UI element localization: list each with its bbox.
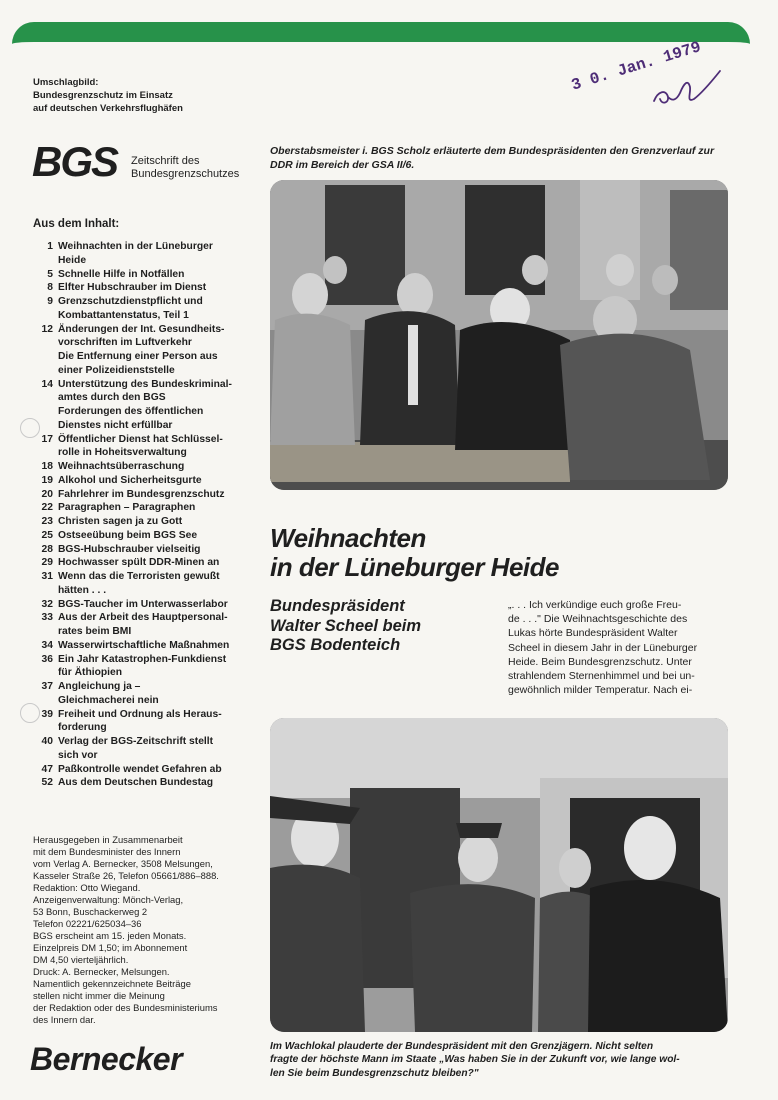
toc-page-number: 8 <box>47 282 53 294</box>
body-line: „. . . Ich verkündige euch große Freu- <box>508 599 682 611</box>
toc-page-number: 1 <box>47 241 53 252</box>
toc-page-number: 31 <box>41 571 53 582</box>
subhead-line: Bundespräsident <box>270 597 405 615</box>
toc-page-number: 36 <box>41 653 53 665</box>
toc-item-title: Paßkontrolle wendet Gefahren ab <box>58 763 222 775</box>
toc-page-number: 33 <box>41 612 53 624</box>
imprint-line: Namentlich gekennzeichnete Beiträge <box>33 978 191 989</box>
toc-page-number: 9 <box>47 296 53 307</box>
magazine-subtitle <box>131 155 239 181</box>
article-subhead <box>270 597 495 656</box>
received-stamp <box>569 38 722 115</box>
toc-item-title: Weihnachtsüberraschung <box>58 461 185 472</box>
toc-item-title: Änderungen der Int. Gesundheits- vorschriften im Luftverkehr Die Entfernung einer Person aus einer Polizeidienststelle <box>58 323 225 376</box>
imprint-line: des Innern dar. <box>33 1014 96 1025</box>
body-line: Lukas hörte Bundespräsident Walter <box>508 627 678 640</box>
toc-item <box>33 598 258 612</box>
caption-line: len Sie beim Bundesgrenzschutz bleiben?" <box>270 1067 479 1079</box>
toc-item <box>33 295 258 323</box>
toc-page-number: 37 <box>41 681 53 692</box>
subhead-line: BGS Bodenteich <box>270 636 401 654</box>
toc-item <box>33 639 258 653</box>
toc-page-number: 40 <box>41 736 53 747</box>
toc-item <box>33 708 258 736</box>
imprint-line: stellen nicht immer die Meinung <box>33 990 165 1001</box>
imprint <box>33 834 263 1026</box>
toc-item-title: Wenn das die Terroristen gewußt hätten . . . <box>58 571 220 596</box>
toc-page-number: 39 <box>41 708 53 720</box>
imprint-line: der Redaktion oder des Bundesministeriums <box>33 1002 218 1013</box>
toc-item-title: Verlag der BGS-Zeitschrift stellt sich vor <box>58 736 214 761</box>
toc-item-title: Aus der Arbeit des Hauptpersonal- rates beim BMI <box>58 612 228 637</box>
toc-item <box>33 240 258 268</box>
toc-item <box>33 556 258 570</box>
toc-item-title: BGS-Hubschrauber vielseitig <box>58 543 201 555</box>
toc-page-number: 5 <box>47 268 53 280</box>
toc-item <box>33 763 258 777</box>
toc-title: Aus dem Inhalt: <box>33 218 120 230</box>
toc-item-title: Weihnachten in der Lüneburger Heide <box>58 241 213 266</box>
toc-page-number: 14 <box>41 378 53 390</box>
imprint-line: vom Verlag A. Bernecker, 3508 Melsungen, <box>33 858 213 869</box>
handwritten-initials-icon <box>650 57 722 113</box>
imprint-line: 53 Bonn, Buschackerweg 2 <box>33 906 148 917</box>
imprint-line: DM 4,50 vierteljährlich. <box>33 954 129 965</box>
toc-page-number: 18 <box>41 461 53 472</box>
body-line: de . . ." Die Weihnachtsgeschichte des <box>508 613 688 626</box>
imprint-line: Redaktion: Otto Wiegand. <box>33 882 141 893</box>
toc-page-number: 29 <box>41 557 53 569</box>
photo-caption-bottom <box>270 1040 750 1080</box>
toc-item <box>33 281 258 295</box>
toc-item-title: Aus dem Deutschen Bundestag <box>58 777 214 789</box>
toc-page-number: 23 <box>41 516 53 527</box>
toc-item <box>33 653 258 681</box>
toc-item-title: Angleichung ja – Gleichmacherei nein <box>58 681 159 706</box>
magazine-subtitle-line: Bundesgrenzschutzes <box>131 168 240 180</box>
toc-page-number: 22 <box>41 502 53 514</box>
photo-caption-top: Oberstabsmeister i. BGS Scholz erläuterte dem Bundespräsidenten den Grenzverlauf zur DDR im Bereich der GSA II/6. <box>270 145 715 171</box>
toc-item-title: Unterstützung des Bundeskriminal- amtes durch den BGS Forderungen des öffentlichen Dienstes nicht erfüllbar <box>58 378 232 431</box>
toc-item-title: Wasserwirtschaftliche Maßnahmen <box>58 639 230 651</box>
photo-map-briefing <box>270 180 728 490</box>
magazine-subtitle-line: Zeitschrift des <box>131 155 200 167</box>
toc-item-title: Alkohol und Sicherheitsgurte <box>58 474 202 486</box>
article-body <box>508 598 730 697</box>
toc-item-title: Christen sagen ja zu Gott <box>58 516 183 527</box>
toc-item-title: Paragraphen – Paragraphen <box>58 502 196 514</box>
article-headline <box>270 524 740 582</box>
toc-item-title: Ostseeübung beim BGS See <box>58 529 198 541</box>
imprint-line: Einzelpreis DM 1,50; im Abonnement <box>33 942 188 953</box>
toc-item-title: Freiheit und Ordnung als Heraus- forderung <box>58 708 222 734</box>
headline-line: in der Lüneburger Heide <box>270 552 559 582</box>
toc-page-number: 32 <box>41 598 53 610</box>
toc-item <box>33 680 258 708</box>
toc-item <box>33 378 258 433</box>
body-line: gewöhnlich milder Temperatur. Nach ei- <box>508 684 693 697</box>
toc-page-number: 20 <box>41 488 53 500</box>
toc-page-number: 52 <box>41 777 53 789</box>
cover-note-line: Umschlagbild: <box>33 77 99 88</box>
imprint-line: Kasseler Straße 26, Telefon 05661/886–888. <box>33 870 219 881</box>
toc-item <box>33 515 258 529</box>
caption-line: Im Wachlokal plauderte der Bundespräsident mit den Grenzjägern. Nicht selten <box>270 1041 654 1052</box>
toc-item-title: BGS-Taucher im Unterwasserlabor <box>58 598 228 610</box>
bgs-logo: BGS <box>32 138 118 185</box>
imprint-line: mit dem Bundesminister des Innern <box>33 846 181 857</box>
toc-item <box>33 611 258 639</box>
toc-item <box>33 460 258 474</box>
toc-page-number: 25 <box>41 529 53 541</box>
imprint-line: Anzeigenverwaltung: Mönch-Verlag, <box>33 894 184 905</box>
toc-item-title: Hochwasser spült DDR-Minen an <box>58 557 220 569</box>
cover-note-line: auf deutschen Verkehrsflughäfen <box>33 103 183 114</box>
body-line: strahlendem Sternenhimmel und bei un- <box>508 670 695 683</box>
toc-item <box>33 433 258 461</box>
publisher-logo: Bernecker <box>30 1041 183 1077</box>
toc-page-number: 47 <box>41 763 53 775</box>
toc-page-number: 17 <box>41 433 53 445</box>
toc-item <box>33 488 258 502</box>
toc-item-title: Öffentlicher Dienst hat Schlüssel- rolle in Hoheitsverwaltung <box>58 433 223 459</box>
toc-item-title: Fahrlehrer im Bundesgrenzschutz <box>58 488 225 500</box>
toc-page-number: 34 <box>41 639 53 651</box>
stamp-date: 3 0. Jan. 1979 <box>569 38 704 95</box>
cover-note <box>33 76 243 115</box>
toc-item-title: Schnelle Hilfe in Notfällen <box>58 268 185 280</box>
toc-item <box>33 570 258 598</box>
body-line: Scheel in diesem Jahr in der Lüneburger <box>508 641 698 654</box>
headline-line: Weihnachten <box>270 523 426 553</box>
imprint-line: Druck: A. Bernecker, Melsungen. <box>33 966 170 977</box>
photo-guard-room <box>270 718 728 1032</box>
cover-note-line: Bundesgrenzschutz im Einsatz <box>33 90 173 101</box>
toc-item <box>33 268 258 282</box>
toc-item <box>33 501 258 515</box>
imprint-line: Herausgegeben in Zusammenarbeit <box>33 834 183 845</box>
toc-page-number: 28 <box>41 543 53 555</box>
toc-item <box>33 776 258 790</box>
toc-item-title: Elfter Hubschrauber im Dienst <box>58 282 207 294</box>
toc-page-number: 19 <box>41 474 53 486</box>
toc-page-number: 12 <box>41 323 53 335</box>
subhead-line: Walter Scheel beim <box>270 616 422 635</box>
magazine-masthead <box>32 138 272 185</box>
toc-item <box>33 529 258 543</box>
toc-item <box>33 323 258 378</box>
toc-item-title: Grenzschutzdienstpflicht und Kombattantenstatus, Teil 1 <box>58 296 203 321</box>
imprint-line: Telefon 02221/625034–36 <box>33 918 142 929</box>
toc-item-title: Ein Jahr Katastrophen-Funkdienst für Äthiopien <box>58 653 227 679</box>
toc-item <box>33 543 258 557</box>
toc-item <box>33 735 258 763</box>
body-line: Heide. Beim Bundesgrenzschutz. Unter <box>508 655 692 668</box>
toc-item <box>33 474 258 488</box>
imprint-line: BGS erscheint am 15. jeden Monats. <box>33 930 187 941</box>
table-of-contents <box>33 240 258 790</box>
caption-line: fragte der höchste Mann im Staate „Was haben Sie in der Zukunft vor, wie lange wol- <box>270 1054 680 1066</box>
